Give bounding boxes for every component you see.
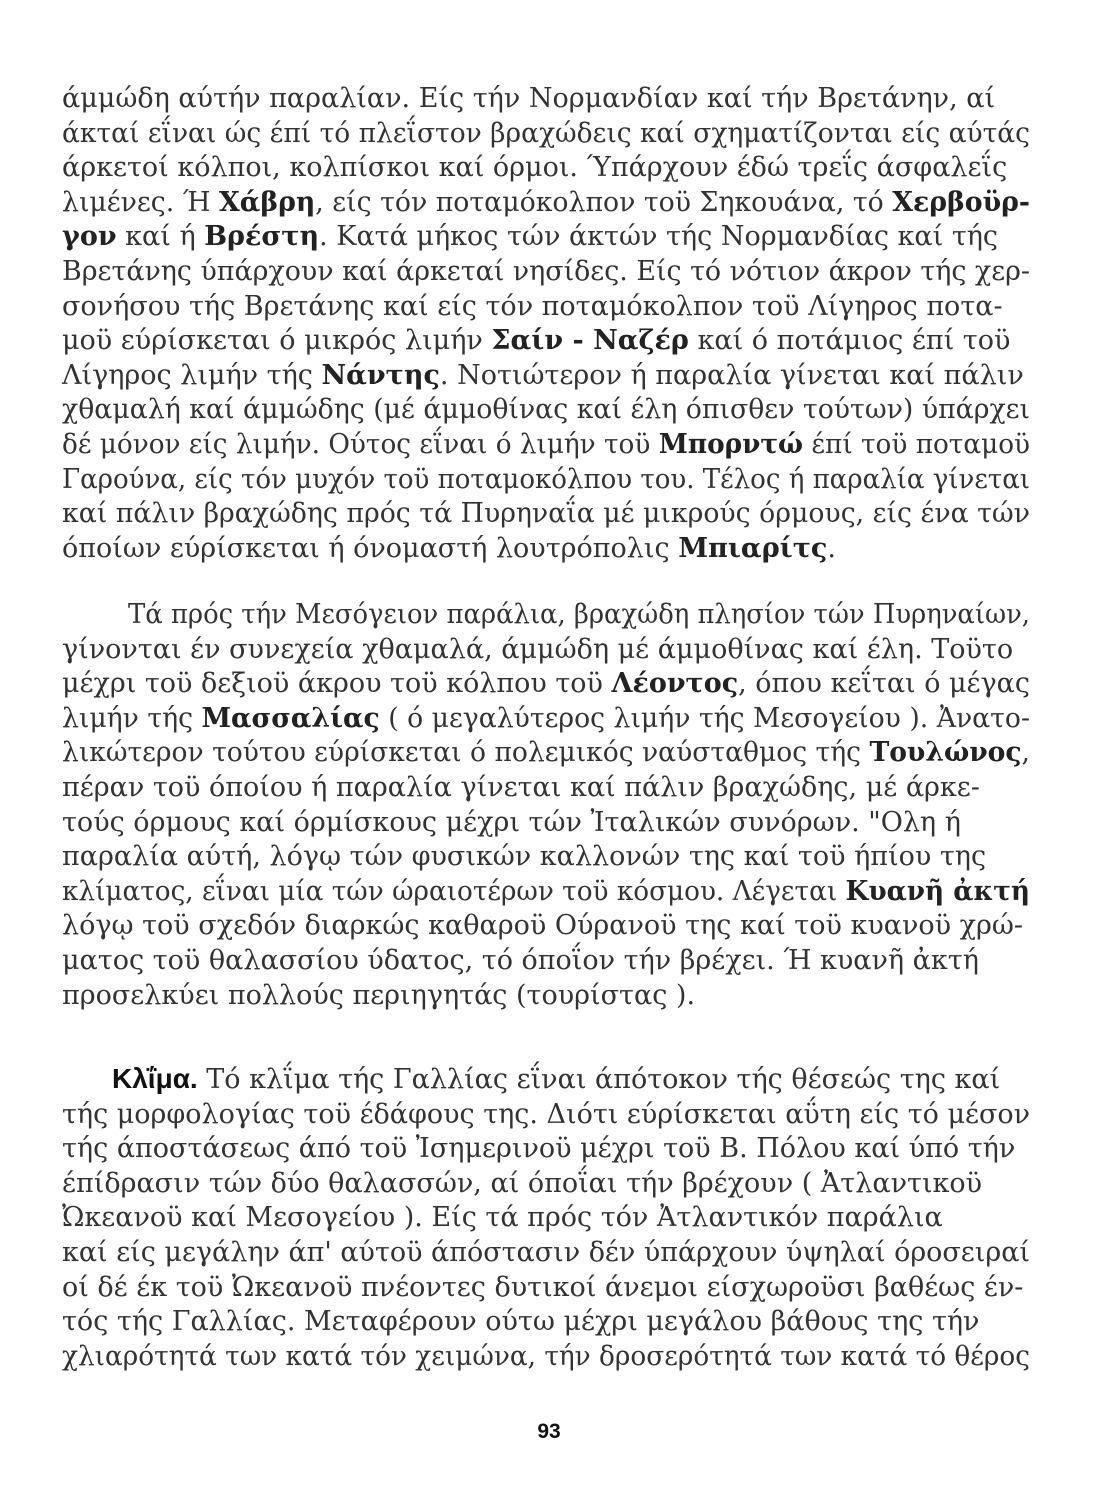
paragraph-coast-north-west [62,82,1030,566]
text-line: άμμώδη αύτήν παραλίαν. Είς τήν Νορμανδίαν καί τήν Βρετάνην, αί [62,83,996,114]
bold-place-name: Χερβοϋρ- [892,186,1030,218]
text-line: τής μορφολογίας τοϋ έδάφους της. Διότι εύρίσκεται αΰτη είς τό μέσον [62,1098,1030,1130]
page-number: 93 [537,1420,561,1443]
section-heading: Κλΐμα. [112,1063,198,1094]
text-line: δέ μόνον είς λιμήν. Ούτος εΐναι ό λιμήν τοϋ Μπορντώ έπί τοϋ ποταμοϋ [62,428,1030,460]
text-line: μοϋ εύρίσκεται ό μικρός λιμήν Σαίν - Ναζέρ καί ό ποτάμιος έπί τοϋ [62,325,1011,357]
bold-place-name: Κυανῆ ἀκτή [845,875,1030,907]
text-line: έπίδρασιν τών δύο θαλασσών, αί όποΐαι τήν βρέχουν ( Ἀτλαντικοϋ [62,1167,983,1199]
text-line: Κλΐμα. Τό κλΐμα τής Γαλλίας εΐναι άπότοκον τής θέσεώς της καί [112,1063,1001,1095]
text-line: καί είς μεγάλην άπ' αύτοϋ άπόστασιν δέν ύπάρχουν ύψηλαί όροσειραί [62,1236,1030,1268]
text-line: οί δέ έκ τοϋ Ὠκεανοϋ πνέοντες δυτικοί άνεμοι είσχωροϋσι βαθέως έν- [62,1271,1024,1303]
climate-section [62,1062,1030,1374]
text-line: ματος τοϋ θαλασσίου ύδατος, τό όποΐον τήν βρέχει. Ή κυανῆ ἀκτή [62,944,979,976]
bold-place-name: Λέοντος [611,668,739,700]
bold-place-name: Τουλώνος [869,737,1022,769]
paragraph-mediterranean-coast [62,598,1030,1013]
text-line: λόγῳ τοϋ σχεδόν διαρκώς καθαροϋ Ούρανοϋ της καί τοϋ κυανοϋ χρώ- [62,910,1024,942]
text-line: τής άποστάσεως άπό τοϋ Ἰσημερινοϋ μέχρι τοϋ Β. Πόλου καί ύπό τήν [62,1133,1016,1165]
text-line: καί πάλιν βραχώδης πρός τά Πυρηναΐα μέ μικρούς όρμους, είς ένα τών [62,498,1030,530]
text-line: γον καί ή Βρέστη. Κατά μήκος τών άκτών τής Νορμανδίας καί τής [62,221,999,253]
bold-place-name: γον [62,221,117,253]
bold-place-name: Μασσαλίας [201,702,380,734]
text-line: γίνονται έν συνεχεία χθαμαλά, άμμώδη μέ άμμοθίνας καί έλη. Τοϋτο [62,633,1014,665]
bold-place-name: Χάβρη [218,186,316,218]
text-line: μέχρι τοϋ δεξιοϋ άκρου τοϋ κόλπου τοϋ Λέοντος, όπου κεΐται ό μέγας [62,668,1030,700]
text-line: Ὠκεανοϋ καί Μεσογείου ). Είς τά πρός τόν Ἀτλαντικόν παράλια [62,1202,943,1234]
text-line: παραλία αύτή, λόγῳ τών φυσικών καλλονών της καί τοϋ ήπίου της [62,841,987,873]
text-line: τούς όρμους καί όρμίσκους μέχρι τών Ἰταλικών συνόρων. "Ολη ή [62,806,961,838]
bold-place-name: Σαίν - Ναζέρ [491,325,689,357]
text-line: χθαμαλή καί άμμώδης (μέ άμμοθίνας καί έλη όπισθεν τούτων) ύπάρχει [62,394,1030,426]
text-line: Τά πρός τήν Μεσόγειον παράλια, βραχώδη πλησίον τών Πυρηναίων, [128,599,1030,630]
bold-place-name: Νάντης [321,359,440,391]
text-line: πέραν τοϋ όποίου ή παραλία γίνεται καί πάλιν βραχώδης, μέ άρκε- [62,771,980,803]
text-line: σονήσου τής Βρετάνης καί είς τόν ποταμόκολπον τοϋ Λίγηρος ποτα- [62,290,1003,322]
text-line: κλίματος, εΐναι μία τών ώραιοτέρων τοϋ κόσμου. Λέγεται Κυανῆ ἀκτή [62,875,1030,907]
text-line: Γαρούνα, είς τόν μυχόν τοϋ ποταμοκόλπου του. Τέλος ή παραλία γίνεται [62,463,1030,495]
text-line: λιμήν τής Μασσαλίας ( ό μεγαλύτερος λιμήν τής Μεσογείου ). Ἀνατο- [62,702,1031,734]
text-line: λικώτερον τούτου εύρίσκεται ό πολεμικός ναύσταθμος τής Τουλώνος, [62,737,1030,769]
text-line: λιμένες. Ή Χάβρη, είς τόν ποταμόκολπον τοϋ Σηκουάνα, τό Χερβοϋρ- [62,186,1030,218]
text-line: τός τής Γαλλίας. Μεταφέρουν ούτω μέχρι μεγάλου βάθους της τήν [62,1306,980,1338]
bold-place-name: Βρέστη [204,221,320,253]
bold-place-name: Μπορντώ [658,428,804,460]
text-line: Λίγηρος λιμήν τής Νάντης. Νοτιώτερον ή παραλία γίνεται καί πάλιν [62,359,1024,391]
text-line: όποίων εύρίσκεται ή όνομαστή λουτρόπολις Μπιαρίτς. [62,532,836,564]
text-line: προσελκύει πολλούς περιηγητάς (τουρίστας ). [62,979,696,1011]
text-line: χλιαρότητά των κατά τόν χειμώνα, τήν δροσερότητά των κατά τό θέρος [62,1340,1030,1372]
bold-place-name: Μπιαρίτς [678,532,828,564]
text-line: Βρετάνης ύπάρχουν καί άρκεταί νησίδες. Είς τό νότιον άκρον τής χερ- [62,255,1030,287]
text-line: άρκετοί κόλποι, κολπίσκοι καί όρμοι. Ύπάρχουν έδώ τρεΐς άσφαλεΐς [62,152,1008,184]
text-line: άκταί εΐναι ώς έπί τό πλεΐστον βραχώδεις καί σχηματίζονται είς αύτάς [62,117,1030,149]
